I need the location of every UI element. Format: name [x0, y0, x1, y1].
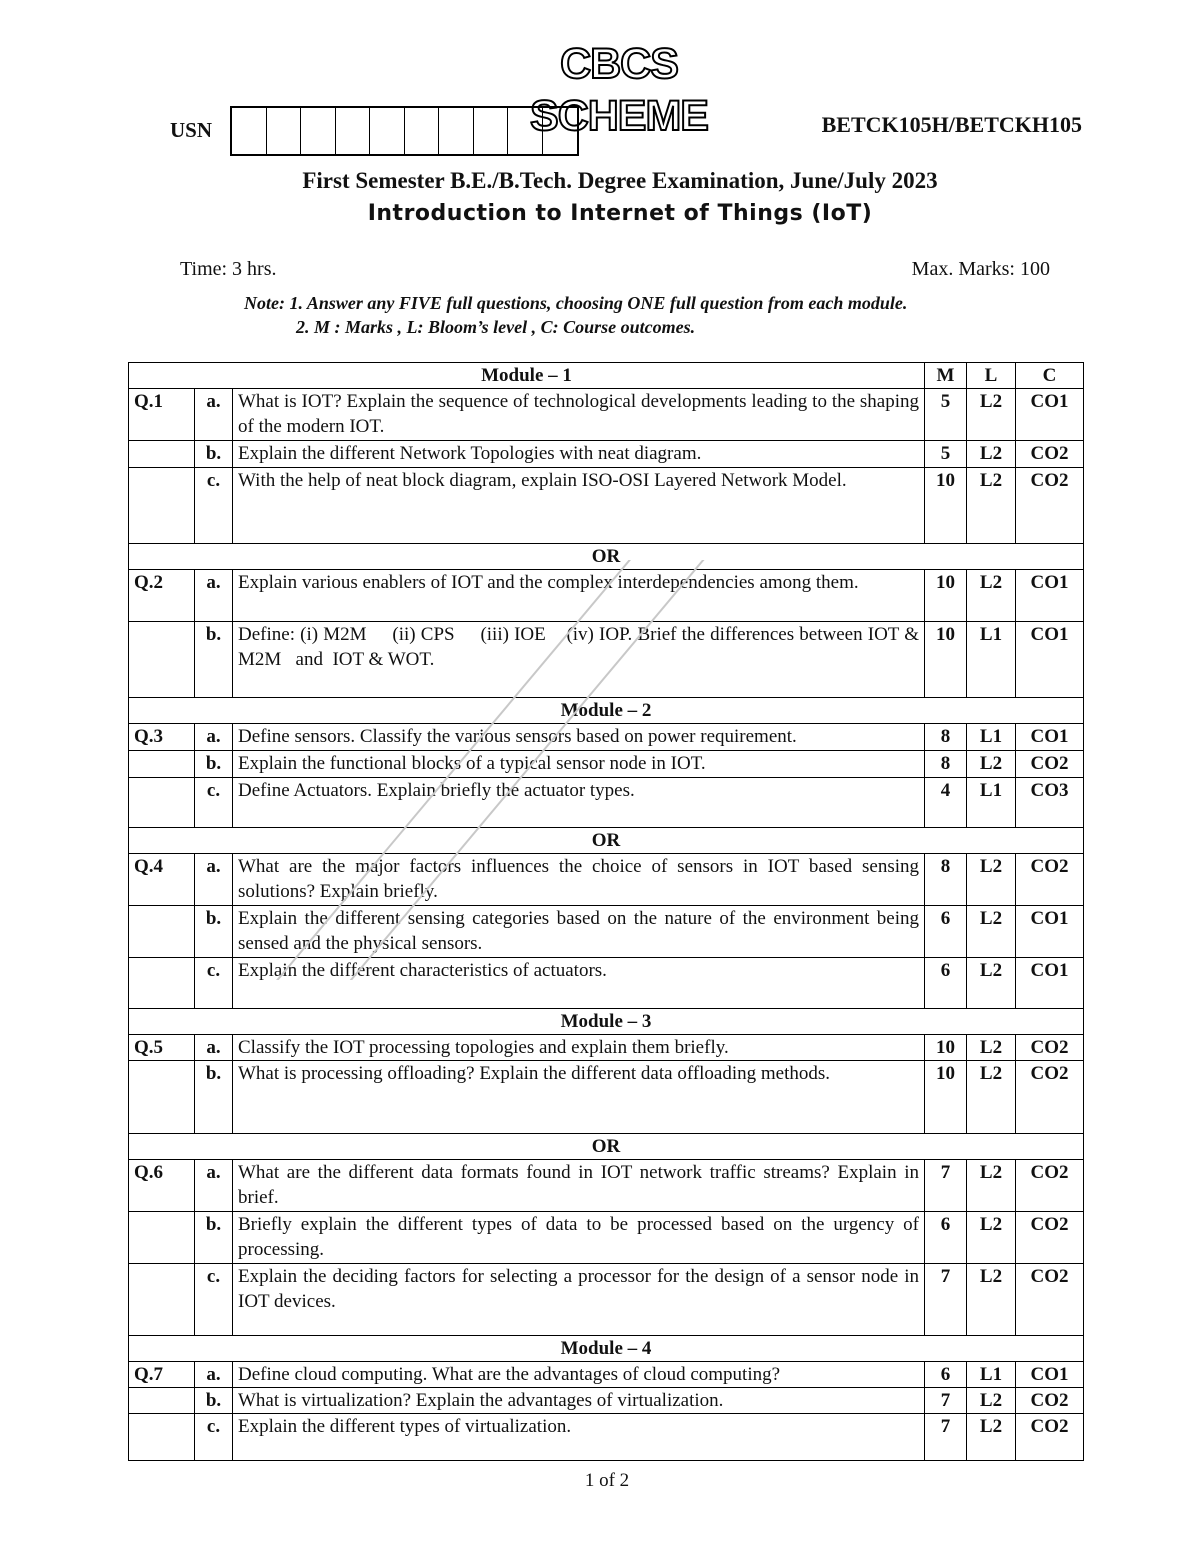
- table-row: [129, 724, 1084, 751]
- question-level: L1: [967, 1362, 1016, 1388]
- cbcs-scheme-logo: CBCS SCHEME: [530, 40, 708, 140]
- question-marks: 6: [925, 958, 967, 1009]
- or-row: [129, 1134, 1084, 1160]
- sub-question-label: a.: [195, 1160, 233, 1212]
- question-text: What is virtualization? Explain the advantages of virtualization.: [233, 1388, 925, 1414]
- table-row: [129, 570, 1084, 622]
- question-text: Explain the functional blocks of a typical sensor node in IOT.: [233, 751, 925, 778]
- module-row: [129, 1009, 1084, 1035]
- question-marks: 8: [925, 854, 967, 906]
- question-marks: 7: [925, 1388, 967, 1414]
- sub-question-label: b.: [195, 1061, 233, 1134]
- question-text: What are the different data formats found in IOT network traffic streams? Explain in brief.: [233, 1160, 925, 1212]
- question-text: Explain various enablers of IOT and the complex interdependencies among them.: [233, 570, 925, 622]
- usn-digit-box[interactable]: [543, 108, 578, 154]
- usn-boxes: [230, 106, 579, 156]
- question-number: Q.2: [129, 570, 195, 622]
- question-level: L2: [967, 958, 1016, 1009]
- sub-question-label: b.: [195, 1388, 233, 1414]
- question-level: L2: [967, 751, 1016, 778]
- question-marks: 6: [925, 1362, 967, 1388]
- marks-column-header: M: [925, 363, 967, 389]
- question-outcome: CO1: [1016, 906, 1084, 958]
- question-outcome: CO2: [1016, 441, 1084, 468]
- question-marks: 10: [925, 1035, 967, 1061]
- table-row: [129, 778, 1084, 828]
- question-marks: 7: [925, 1264, 967, 1336]
- table-row: [129, 1160, 1084, 1212]
- table-row: [129, 1388, 1084, 1414]
- question-outcome: CO1: [1016, 389, 1084, 441]
- question-marks: 6: [925, 906, 967, 958]
- table-row: [129, 1362, 1084, 1388]
- question-outcome: CO3: [1016, 778, 1084, 828]
- question-outcome: CO2: [1016, 1212, 1084, 1264]
- usn-digit-box[interactable]: [232, 108, 267, 154]
- course-code: BETCK105H/BETCKH105: [821, 112, 1082, 137]
- question-level: L2: [967, 1035, 1016, 1061]
- question-text: Briefly explain the different types of data to be processed based on the urgency of processing.: [233, 1212, 925, 1264]
- sub-question-label: c.: [195, 778, 233, 828]
- question-text: What is IOT? Explain the sequence of technological developments leading to the shaping of the modern IOT.: [233, 389, 925, 441]
- sub-question-label: a.: [195, 1362, 233, 1388]
- question-outcome: CO2: [1016, 1035, 1084, 1061]
- exam-duration: Time: 3 hrs.: [180, 258, 277, 280]
- sub-question-label: b.: [195, 751, 233, 778]
- question-number: Q.5: [129, 1035, 195, 1061]
- question-outcome: CO2: [1016, 1414, 1084, 1461]
- or-row: [129, 828, 1084, 854]
- question-outcome: CO2: [1016, 1264, 1084, 1336]
- question-text: Explain the deciding factors for selecting a processor for the design of a sensor node in IOT devices.: [233, 1264, 925, 1336]
- question-text: Define sensors. Classify the various sensors based on power requirement.: [233, 724, 925, 751]
- sub-question-label: b.: [195, 441, 233, 468]
- note-line-2: 2. M : Marks , L: Bloom’s level , C: Course outcomes.: [296, 317, 696, 337]
- question-level: L2: [967, 854, 1016, 906]
- sub-question-label: b.: [195, 906, 233, 958]
- usn-digit-box[interactable]: [405, 108, 440, 154]
- question-text: Explain the different Network Topologies with neat diagram.: [233, 441, 925, 468]
- outcome-column-header: C: [1016, 363, 1084, 389]
- module-2-heading: Module – 2: [129, 698, 1084, 724]
- note-line-1: Note: 1. Answer any FIVE full questions, choosing ONE full question from each module.: [244, 293, 908, 313]
- question-level: L2: [967, 389, 1016, 441]
- question-outcome: CO1: [1016, 724, 1084, 751]
- question-text: Define Actuators. Explain briefly the actuator types.: [233, 778, 925, 828]
- question-level: L2: [967, 441, 1016, 468]
- table-row: [129, 1035, 1084, 1061]
- question-level: L2: [967, 570, 1016, 622]
- question-outcome: CO1: [1016, 958, 1084, 1009]
- table-header-row: [129, 363, 1084, 389]
- sub-question-label: c.: [195, 1414, 233, 1461]
- level-column-header: L: [967, 363, 1016, 389]
- question-text: Classify the IOT processing topologies and explain them briefly.: [233, 1035, 925, 1061]
- usn-digit-box[interactable]: [301, 108, 336, 154]
- module-1-heading: Module – 1: [129, 363, 925, 389]
- table-row: [129, 1414, 1084, 1461]
- page-number: 1 of 2: [584, 1470, 630, 1491]
- question-marks: 4: [925, 778, 967, 828]
- question-outcome: CO2: [1016, 854, 1084, 906]
- sub-question-label: c.: [195, 468, 233, 544]
- table-row: [129, 906, 1084, 958]
- sub-question-label: a.: [195, 724, 233, 751]
- sub-question-label: b.: [195, 1212, 233, 1264]
- sub-question-label: a.: [195, 389, 233, 441]
- question-outcome: CO2: [1016, 751, 1084, 778]
- or-label: OR: [129, 544, 1084, 570]
- question-number: Q.1: [129, 389, 195, 441]
- table-row: [129, 441, 1084, 468]
- usn-digit-box[interactable]: [267, 108, 302, 154]
- or-row: [129, 544, 1084, 570]
- question-level: L1: [967, 622, 1016, 698]
- question-level: L2: [967, 1212, 1016, 1264]
- sub-question-label: b.: [195, 622, 233, 698]
- max-marks: Max. Marks: 100: [911, 258, 1050, 280]
- question-marks: 10: [925, 622, 967, 698]
- table-row: [129, 1264, 1084, 1336]
- or-label: OR: [129, 828, 1084, 854]
- question-marks: 10: [925, 468, 967, 544]
- question-outcome: CO2: [1016, 468, 1084, 544]
- question-text: What are the major factors influences the choice of sensors in IOT based sensing solutions? Explain briefly.: [233, 854, 925, 906]
- question-text: Explain the different types of virtualization.: [233, 1414, 925, 1461]
- question-number: Q.4: [129, 854, 195, 906]
- usn-digit-box[interactable]: [474, 108, 509, 154]
- table-row: [129, 854, 1084, 906]
- table-row: [129, 1212, 1084, 1264]
- sub-question-label: a.: [195, 1035, 233, 1061]
- table-row: [129, 751, 1084, 778]
- question-number: Q.7: [129, 1362, 195, 1388]
- module-4-heading: Module – 4: [129, 1336, 1084, 1362]
- question-text: With the help of neat block diagram, explain ISO-OSI Layered Network Model.: [233, 468, 925, 544]
- sub-question-label: c.: [195, 1264, 233, 1336]
- module-row: [129, 698, 1084, 724]
- usn-label: USN: [170, 118, 213, 142]
- table-row: [129, 622, 1084, 698]
- module-3-heading: Module – 3: [129, 1009, 1084, 1035]
- question-number: Q.3: [129, 724, 195, 751]
- question-level: L2: [967, 906, 1016, 958]
- question-text: Define cloud computing. What are the advantages of cloud computing?: [233, 1362, 925, 1388]
- subject-title: Introduction to Internet of Things (IoT): [367, 201, 873, 226]
- question-text: Explain the different sensing categories based on the nature of the environment being sensed and the physical sensors.: [233, 906, 925, 958]
- question-level: L1: [967, 778, 1016, 828]
- question-marks: 6: [925, 1212, 967, 1264]
- question-marks: 5: [925, 441, 967, 468]
- usn-digit-box[interactable]: [439, 108, 474, 154]
- question-text: Explain the different characteristics of actuators.: [233, 958, 925, 1009]
- question-number: Q.6: [129, 1160, 195, 1212]
- question-level: L2: [967, 468, 1016, 544]
- usn-digit-box[interactable]: [508, 108, 543, 154]
- question-table: [128, 362, 1084, 1461]
- sub-question-label: c.: [195, 958, 233, 1009]
- question-level: L1: [967, 724, 1016, 751]
- question-level: L2: [967, 1414, 1016, 1461]
- question-text: Define: (i) M2M (ii) CPS (iii) IOE (iv) IOP. Brief the differences between IOT & M2M and IOT & WOT.: [233, 622, 925, 698]
- question-level: L2: [967, 1160, 1016, 1212]
- question-level: L2: [967, 1061, 1016, 1134]
- question-outcome: CO1: [1016, 1362, 1084, 1388]
- usn-digit-box[interactable]: [336, 108, 371, 154]
- question-marks: 8: [925, 724, 967, 751]
- usn-digit-box[interactable]: [370, 108, 405, 154]
- question-marks: 5: [925, 389, 967, 441]
- question-outcome: CO1: [1016, 622, 1084, 698]
- question-outcome: CO1: [1016, 570, 1084, 622]
- sub-question-label: a.: [195, 854, 233, 906]
- question-marks: 10: [925, 1061, 967, 1134]
- question-marks: 10: [925, 570, 967, 622]
- question-marks: 7: [925, 1414, 967, 1461]
- sub-question-label: a.: [195, 570, 233, 622]
- exam-title: First Semester B.E./B.Tech. Degree Examination, June/July 2023: [302, 168, 938, 193]
- question-level: L2: [967, 1388, 1016, 1414]
- question-text: What is processing offloading? Explain the different data offloading methods.: [233, 1061, 925, 1134]
- module-row: [129, 1336, 1084, 1362]
- table-row: [129, 958, 1084, 1009]
- question-outcome: CO2: [1016, 1388, 1084, 1414]
- question-marks: 8: [925, 751, 967, 778]
- question-outcome: CO2: [1016, 1061, 1084, 1134]
- question-outcome: CO2: [1016, 1160, 1084, 1212]
- or-label: OR: [129, 1134, 1084, 1160]
- question-marks: 7: [925, 1160, 967, 1212]
- table-row: [129, 468, 1084, 544]
- question-level: L2: [967, 1264, 1016, 1336]
- table-row: [129, 1061, 1084, 1134]
- table-row: [129, 389, 1084, 441]
